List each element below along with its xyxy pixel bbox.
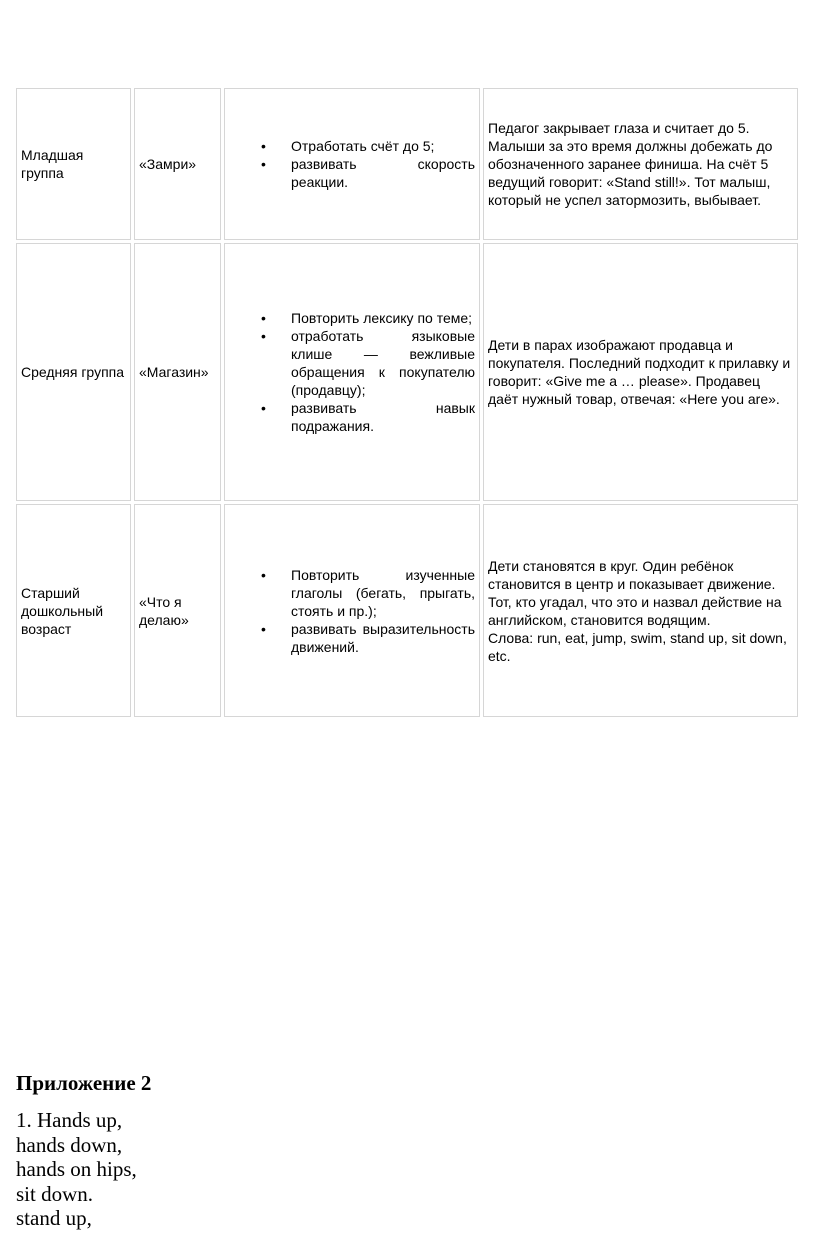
age-group-cell: Старший дошкольный возраст — [16, 504, 131, 717]
table-row — [16, 243, 798, 501]
description-cell: Дети в парах изображают продавца и покупателя. Последний подходит к прилавку и говорит: «Give me a … please». Продавец даёт нужный товар, отвечая: «Here you are». — [483, 243, 798, 501]
goal-item: • развивать выразительность движений. — [291, 620, 475, 656]
rhyme-line: hands down, — [16, 1132, 123, 1157]
description-cell — [483, 504, 798, 717]
rhyme-line: 1. Hands up, — [16, 1108, 123, 1132]
goals-list — [229, 309, 475, 435]
game-name-cell: «Замри» — [134, 88, 221, 240]
rhyme-line: stand up, — [16, 1206, 92, 1230]
goal-item: • Повторить изученные глаголы (бегать, прыгать, стоять и пр.); — [291, 566, 475, 620]
goal-item: • развивать скорость реакции. — [291, 155, 475, 191]
goal-item: • Отработать счёт до 5; — [291, 137, 475, 155]
description-cell: Педагог закрывает глаза и считает до 5. Малыши за это время должны добежать до обозначенного заранее финиша. На счёт 5 ведущий говорит: «Stand still!». Тот малыш, который не успел затормозить, выбывает. — [483, 88, 798, 240]
goals-cell — [224, 243, 480, 501]
goals-cell — [224, 504, 480, 717]
appendix-title: Приложение 2 — [16, 1071, 152, 1095]
rhyme-line: hands on hips, — [16, 1157, 137, 1181]
age-group-cell: Средняя группа — [16, 243, 131, 501]
games-table — [13, 85, 801, 720]
goals-list — [229, 137, 475, 191]
table-row — [16, 88, 798, 240]
game-name-cell: «Магазин» — [134, 243, 221, 501]
goal-item: • отработать языковые клише — вежливые обращения к покупателю (продавцу); — [291, 327, 475, 399]
goals-list — [229, 566, 475, 656]
goal-item: • Повторить лексику по теме; — [291, 309, 475, 327]
rhyme-line: sit down. — [16, 1181, 94, 1206]
age-group-cell: Младшая группа — [16, 88, 131, 240]
goal-item: • развивать навык подражания. — [291, 399, 475, 435]
description-text: Дети становятся в круг. Один ребёнок становится в центр и показывает движение. Тот, кто угадал, что это и назвал действие на английском, становится водящим. — [488, 557, 782, 628]
game-name-cell: «Что я делаю» — [134, 504, 221, 717]
rhyme-lines — [16, 1108, 151, 1231]
appendix-section — [16, 1068, 151, 1231]
table-row — [16, 504, 798, 717]
vocabulary-words: Слова: run, eat, jump, swim, stand up, sit down, etc. — [488, 629, 787, 664]
goals-cell — [224, 88, 480, 240]
